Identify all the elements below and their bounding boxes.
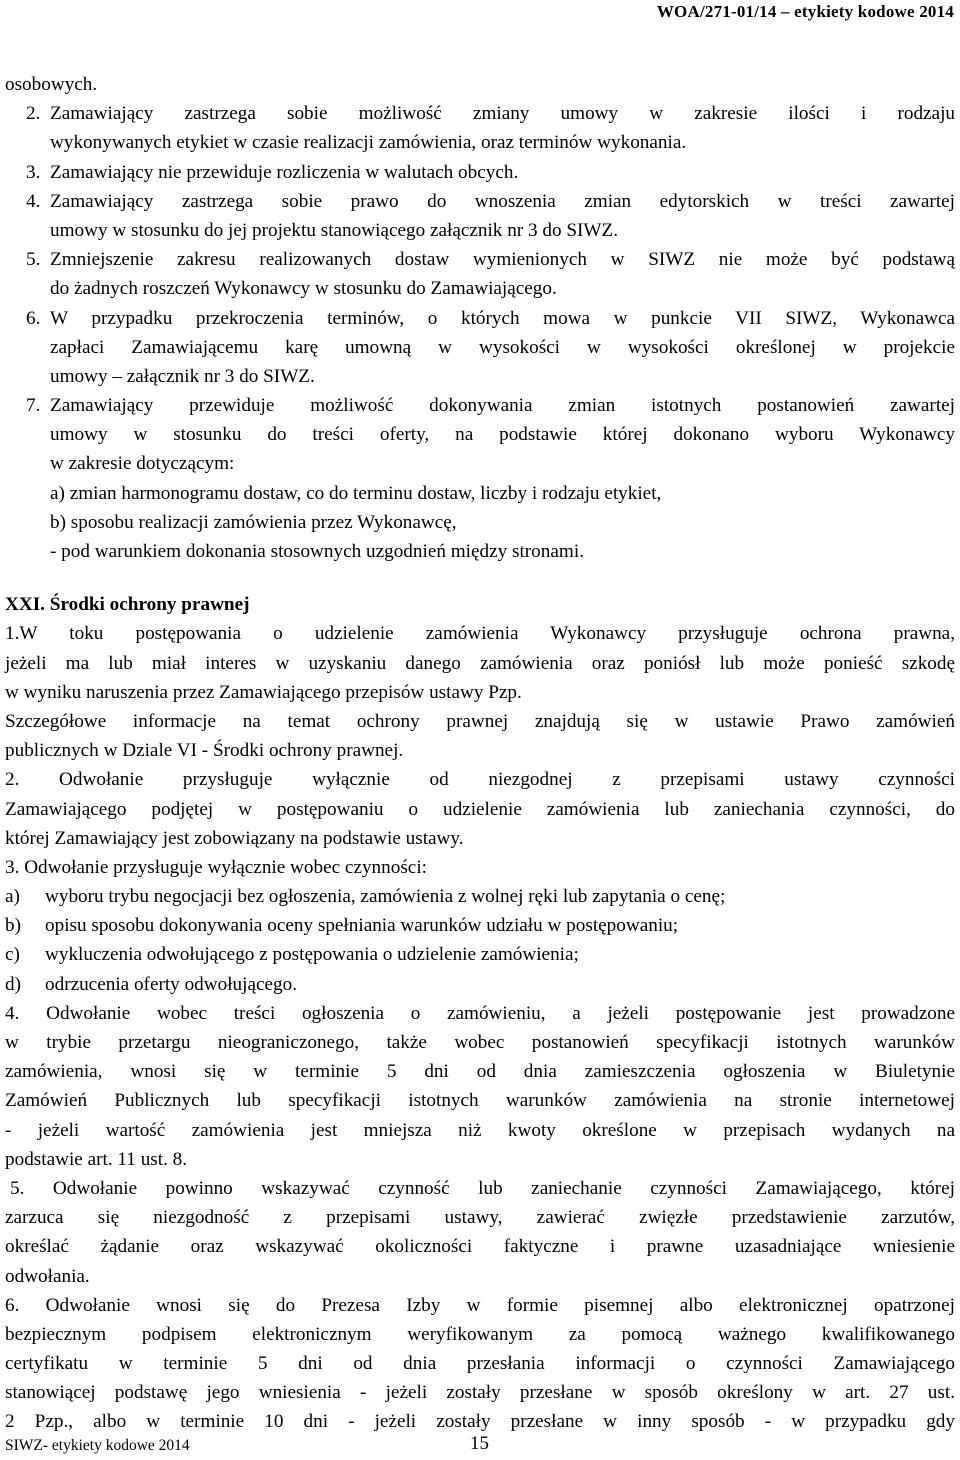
footer-doc-name: SIWZ- etykiety kodowe 2014 (5, 1437, 190, 1454)
paragraph-6: 6. Odwołanie wnosi się do Prezesa Izby w formie pisemnej albo elektronicznej opatrzonej bezpiecznym podpisem elektronicznym weryfikowanym za pomocą ważnego kwalifikowanego certyfikatu w terminie 5 dni od dnia przesłania informacji o czynności Zamawiającego stanowiącej podstawę jego wniesienia - jeżeli zostały przesłane w sposób określony w art. 27 ust. 2 Pzp., albo w terminie 10 dni - jeżeli zostały przesłane w inny sposób - w przypadku gdy (5, 1294, 955, 1433)
continuation-line: osobowych. (5, 74, 98, 95)
list-item: 5. Zmniejszenie zakresu realizowanych dostaw wymienionych w SIWZ nie może być podstawą do żadnych roszczeń Wykonawcy w stosunku do Zamawiającego. (26, 249, 955, 300)
running-header: WOA/271-01/14 – etykiety kodowe 2014 (656, 2, 954, 21)
paragraph-5: 5. Odwołanie powinno wskazywać czynność lub zaniechanie czynności Zamawiającego, której zarzuca się niezgodność z przepisami ustawy, zawierać zwięzłe przedstawienie zarzutów, określać żądanie oraz wskazywać okoliczności faktyczne i prawne uzasadniające wniesienie odwołania. (5, 1177, 955, 1287)
section-heading: XXI. Środki ochrony prawnej (5, 594, 250, 616)
paragraph-1: 1.W toku postępowania o udzielenie zamówienia Wykonawcy przysługuje ochrona prawna, jeżeli ma lub miał interes w uzyskaniu danego zamówienia oraz poniósł lub może ponieść szkodę w wyniku naruszenia przez Zamawiającego przepisów ustawy Pzp. (5, 623, 955, 703)
list-item: 7. Zamawiający przewiduje możliwość dokonywania zmian istotnych postanowień zawartej umowy w stosunku do treści oferty, na podstawie której dokonano wyboru Wykonawcy w zakresie dotyczącym: a) zmian harmonogramu dostaw, co do terminu dostaw, liczby i rodzaju etykiet, b) sposobu realizacji zamówienia przez Wykonawcę, - pod warunkiem dokonania stosownych uzgodnień między stronami. (26, 395, 955, 562)
list-item: a) wyboru trybu negocjacji bez ogłoszenia, zamówienia z wolnej ręki lub zapytania o cenę; (5, 886, 726, 908)
list-item: 2. Zamawiający zastrzega sobie możliwość zmiany umowy w zakresie ilości i rodzaju wykonywanych etykiet w czasie realizacji zamówienia, oraz terminów wykonania. (26, 103, 955, 154)
document-body (5, 70, 955, 1437)
list-item: 6. W przypadku przekroczenia terminów, o których mowa w punkcie VII SIWZ, Wykonawca zapłaci Zamawiającemu karę umowną w wysokości w wysokości określonej w projekcie umowy – załącznik nr 3 do SIWZ. (26, 307, 955, 387)
list-item: b) opisu sposobu dokonywania oceny spełniania warunków udziału w postępowaniu; (5, 915, 679, 937)
list-item: 3. Zamawiający nie przewiduje rozliczenia w walutach obcych. (26, 161, 519, 183)
page-number: 15 (470, 1433, 489, 1454)
paragraph-2: 2. Odwołanie przysługuje wyłącznie od niezgodnej z przepisami ustawy czynności Zamawiającego podjętej w postępowaniu o udzielenie zamówienia lub zaniechania czynności, do której Zamawiający jest zobowiązany na podstawie ustawy. (5, 769, 955, 849)
list-item: 4. Zamawiający zastrzega sobie prawo do wnoszenia zmian edytorskich w treści zawartej umowy w stosunku do jej projektu stanowiącego załącznik nr 3 do SIWZ. (26, 190, 955, 241)
list-item: d) odrzucenia oferty odwołującego. (5, 973, 297, 995)
paragraph-1b: Szczegółowe informacje na temat ochrony prawnej znajdują się w ustawie Prawo zamówień publicznych w Dziale VI - Środki ochrony prawnej. (5, 710, 955, 762)
list-item: c) wykluczenia odwołującego z postępowania o udzielenie zamówienia; (5, 944, 579, 966)
paragraph-3: 3. Odwołanie przysługuje wyłącznie wobec czynności: a) wyboru trybu negocjacji bez ogłoszenia, zamówienia z wolnej ręki lub zapytania o cenę; b) opisu sposobu dokonywania oceny spełniania warunków udziału w postępowaniu; c) wykluczenia odwołującego z postępowania o udzielenie zamówienia; d) odrzucenia oferty odwołującego. (5, 853, 955, 999)
paragraph-4: 4. Odwołanie wobec treści ogłoszenia o zamówieniu, a jeżeli postępowanie jest prowadzone w trybie przetargu nieograniczonego, także wobec postanowień specyfikacji istotnych warunków zamówienia, wnosi się w terminie 5 dni od dnia zamieszczenia ogłoszenia w Biuletynie Zamówień Publicznych lub specyfikacji istotnych warunków zamówienia na stronie internetowej - jeżeli wartość zamówienia jest mniejsza niż kwoty określone w przepisach wydanych na podstawie art. 11 ust. 8. (5, 1002, 955, 1170)
